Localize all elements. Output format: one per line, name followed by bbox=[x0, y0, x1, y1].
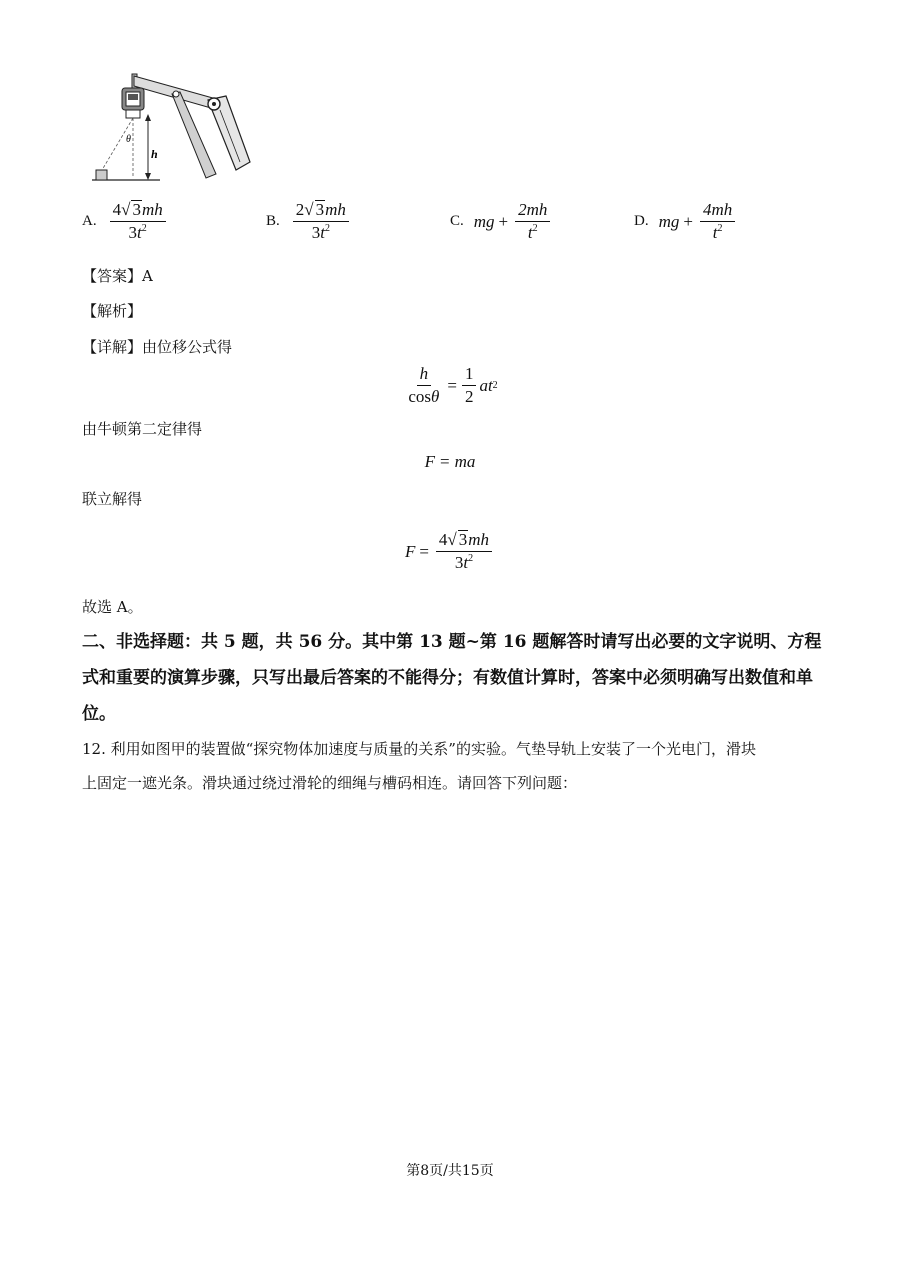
option-d[interactable]: D. mg + $\frac{4mh}{t^2}$ bbox=[634, 200, 738, 243]
option-b-letter: B. bbox=[266, 213, 280, 229]
option-d-fraction: $\frac{4mh}{t^2}$ bbox=[700, 200, 735, 243]
answer-line: 【答案】A bbox=[82, 267, 153, 285]
section-heading: 二、非选择题：共 5 题，共 56 分。其中第 13 题~第 16 题解答时请写出必要的文字说明、方程式和重要的演算步骤，只写出最后答案的不能得分；有数值计算时，答案中必须明确写出数值和单位。 bbox=[82, 632, 822, 724]
robot-arm-figure bbox=[88, 66, 258, 186]
analysis-label: 【解析】 bbox=[82, 302, 143, 320]
page-number: 第8页/共15页 bbox=[406, 1163, 494, 1179]
h-label: h bbox=[151, 147, 158, 161]
option-a-fraction: $\frac{4√ 3mh}{3t^2}$ bbox=[110, 200, 166, 243]
question-12-line-2: 上固定一遮光条。滑块通过绕过滑轮的细绳与槽码相连。请回答下列问题： bbox=[82, 774, 578, 792]
equation-result: F = $\frac{4√ 3mh}{3t^2}$ bbox=[0, 530, 900, 573]
option-a-letter: A. bbox=[82, 213, 97, 229]
detail-line: 【详解】由位移公式得 bbox=[82, 338, 233, 356]
option-b[interactable] bbox=[266, 200, 352, 243]
option-c-letter: C. bbox=[450, 213, 464, 229]
choose-line: 故选 A。 bbox=[82, 598, 143, 616]
equation-newton: F = ma bbox=[424, 452, 476, 471]
option-b-fraction: $\frac{2√ 3mh}{3t^2}$ bbox=[293, 200, 349, 243]
equation-displacement: $\frac{h}{\cos\theta}$ = $\frac{1}{2}$ at 2 bbox=[408, 364, 498, 406]
option-a[interactable] bbox=[82, 200, 169, 243]
option-d-letter: D. bbox=[634, 213, 649, 229]
option-c[interactable]: C. mg + $\frac{2mh}{t^2}$ bbox=[450, 200, 553, 243]
question-12-line-1: 12. 利用如图甲的装置做“探究物体加速度与质量的关系”的实验。气垫导轨上安装了一个光电门，滑块 bbox=[82, 740, 756, 758]
newton-line: 由牛顿第二定律得 bbox=[82, 420, 203, 438]
theta-label: θ bbox=[126, 134, 131, 145]
combine-line: 联立解得 bbox=[82, 490, 143, 508]
option-c-fraction: $\frac{2mh}{t^2}$ bbox=[515, 200, 550, 243]
